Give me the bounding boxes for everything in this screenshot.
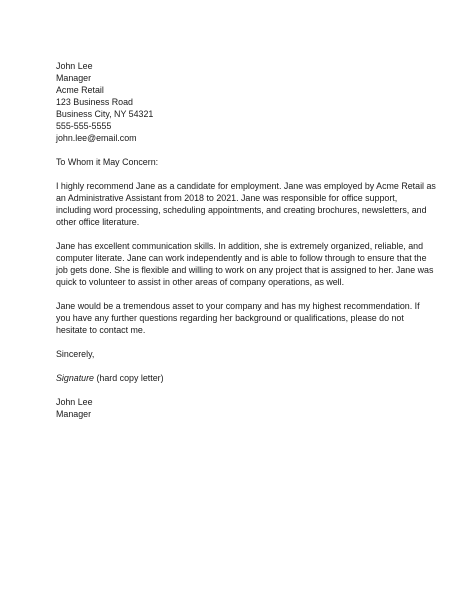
sender-city: Business City, NY 54321 <box>56 109 154 119</box>
paragraph-line: you have any further questions regarding her background or qualifications, please do not <box>56 313 404 323</box>
paragraph-1 <box>56 180 436 228</box>
paragraph-line: including word processing, scheduling appointments, and creating brochures, newsletters, and <box>56 205 427 215</box>
paragraph-3 <box>56 300 428 336</box>
paragraph-line: job gets done. She is flexible and willing to work on any project that is assigned to her. Jane was <box>56 265 434 275</box>
sender-title: Manager <box>56 73 92 83</box>
paragraph-line: Jane would be a tremendous asset to your company and has my highest recommendation. If <box>56 301 420 311</box>
closing: Sincerely, <box>56 349 95 359</box>
paragraph-line: other office literature. <box>56 217 140 227</box>
salutation: To Whom it May Concern: <box>56 157 159 167</box>
sender-street: 123 Business Road <box>56 97 133 107</box>
sender-name: John Lee <box>56 61 93 71</box>
paragraph-line: quick to volunteer to assist in other areas of company operations, as well. <box>56 277 345 287</box>
signature-label: Signature <box>56 373 94 383</box>
sender-block <box>56 60 428 144</box>
sender-phone: 555-555-5555 <box>56 121 112 131</box>
paragraph-line: an Administrative Assistant from 2018 to 2021. Jane was responsible for office support, <box>56 193 398 203</box>
signoff-title: Manager <box>56 409 92 419</box>
paragraph-line: hesitate to contact me. <box>56 325 146 335</box>
paragraph-2 <box>56 240 434 288</box>
paragraph-line: I highly recommend Jane as a candidate for employment. Jane was employed by Acme Retail as <box>56 181 436 191</box>
sender-email: john.lee@email.com <box>56 133 137 143</box>
signature-line <box>56 372 428 384</box>
paragraph-line: Jane has excellent communication skills. In addition, she is extremely organized, reliable, and <box>56 241 424 251</box>
letter-body <box>56 60 436 420</box>
signature-note: (hard copy letter) <box>94 373 164 383</box>
paragraph-line: computer literate. Jane can work independently and is able to follow through to ensure that the <box>56 253 427 263</box>
signoff-name: John Lee <box>56 397 93 407</box>
sender-company: Acme Retail <box>56 85 104 95</box>
